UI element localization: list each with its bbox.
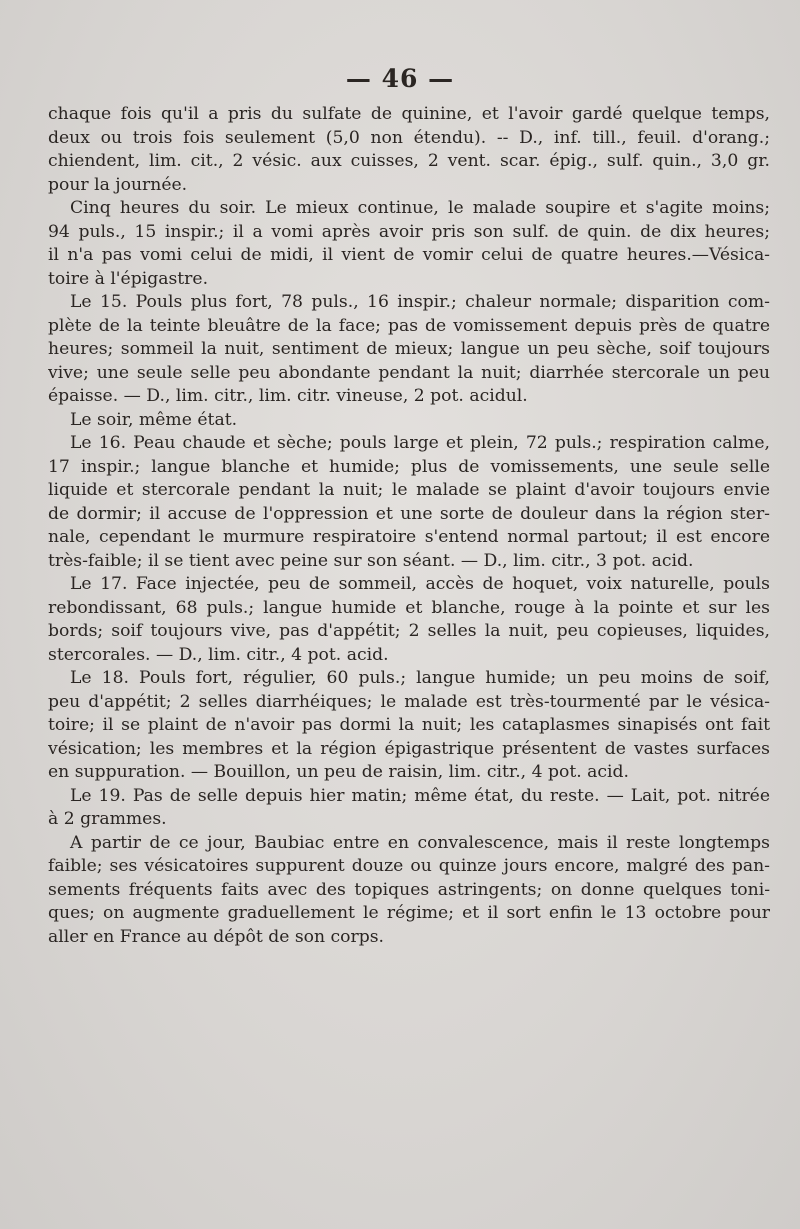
text-line: à 2 grammes. <box>48 809 167 829</box>
text-line: liquide et stercorale pendant la nuit; le malade se plaint d'avoir toujours envie <box>48 480 770 500</box>
text-line: Le 19. Pas de selle depuis hier matin; même état, du reste. — Lait, pot. nitrée <box>70 785 770 806</box>
text-line: en suppuration. — Bouillon, un peu de raisin, lim. citr., 4 pot. acid. <box>48 762 630 782</box>
text-line: plète de la teinte bleuâtre de la face; pas de vomissement depuis près de quatre <box>48 315 770 336</box>
text-line: de dormir; il accuse de l'oppression et une sorte de douleur dans la région ster- <box>48 503 770 524</box>
text-line: Le 17. Face injectée, peu de sommeil, accès de hoquet, voix naturelle, pouls <box>70 574 770 594</box>
text-line: très-faible; il se tient avec peine sur son séant. — D., lim. citr., 3 pot. acid. <box>48 550 694 571</box>
text-line: 94 puls., 15 inspir.; il a vomi après avoir pris son sulf. de quin. de dix heures; <box>48 221 770 242</box>
page-number: — 46 — <box>345 64 455 93</box>
text-line: pour la journée. <box>48 174 188 195</box>
text-line: faible; ses vésicatoires suppurent douze ou quinze jours encore, malgré des pan- <box>48 856 770 876</box>
text-line: épaisse. — D., lim. citr., lim. citr. vineuse, 2 pot. acidul. <box>48 386 528 406</box>
text-line: ques; on augmente graduellement le régime; et il sort enfin le 13 octobre pour <box>48 903 770 923</box>
text-line: A partir de ce jour, Baubiac entre en convalescence, mais il reste longtemps <box>70 832 770 853</box>
text-line: nale, cependant le murmure respiratoire s'entend normal partout; il est encore <box>48 527 770 547</box>
text-line: sements fréquents faits avec des topiques astringents; on donne quelques toni- <box>48 879 770 900</box>
text-line: vive; une seule selle peu abondante pendant la nuit; diarrhée stercorale un peu <box>48 362 770 383</box>
text-line: 17 inspir.; langue blanche et humide; plus de vomissements, une seule selle <box>48 456 770 477</box>
text-line: chiendent, lim. cit., 2 vésic. aux cuisses, 2 vent. scar. épig., sulf. quin., 3,0 gr. <box>48 151 770 171</box>
text-line: heures; sommeil la nuit, sentiment de mieux; langue un peu sèche, soif toujours <box>48 339 770 359</box>
text-line: Le 18. Pouls fort, régulier, 60 puls.; langue humide; un peu moins de soif, <box>70 668 770 688</box>
text-line: rebondissant, 68 puls.; langue humide et blanche, rouge à la pointe et sur les <box>48 597 770 618</box>
text-line: il n'a pas vomi celui de midi, il vient de vomir celui de quatre heures.—Vésica- <box>48 245 770 265</box>
text-line: bords; soif toujours vive, pas d'appétit; 2 selles la nuit, peu copieuses, liquides, <box>48 621 770 641</box>
text-line: toire à l'épigastre. <box>48 268 209 289</box>
body-text <box>48 103 770 949</box>
text-line: peu d'appétit; 2 selles diarrhéiques; le malade est très-tourmenté par le vésica- <box>48 691 770 712</box>
text-line: vésication; les membres et la région épigastrique présentent de vastes surfaces <box>48 738 770 759</box>
text-line: stercorales. — D., lim. citr., 4 pot. acid. <box>48 644 389 665</box>
text-line: deux ou trois fois seulement (5,0 non étendu). -- D., inf. till., feuil. d'orang.; <box>48 127 770 148</box>
text-line: Cinq heures du soir. Le mieux continue, le malade soupire et s'agite moins; <box>70 198 770 218</box>
text-line: Le 15. Pouls plus fort, 78 puls., 16 inspir.; chaleur normale; disparition com- <box>70 292 770 312</box>
text-line: Le soir, même état. <box>70 409 238 430</box>
text-line: Le 16. Peau chaude et sèche; pouls large et plein, 72 puls.; respiration calme, <box>70 433 770 453</box>
text-line: aller en France au dépôt de son corps. <box>48 926 385 947</box>
text-line: chaque fois qu'il a pris du sulfate de quinine, et l'avoir gardé quelque temps, <box>48 104 770 124</box>
text-line: toire; il se plaint de n'avoir pas dormi la nuit; les cataplasmes sinapisés ont fait <box>48 715 770 735</box>
